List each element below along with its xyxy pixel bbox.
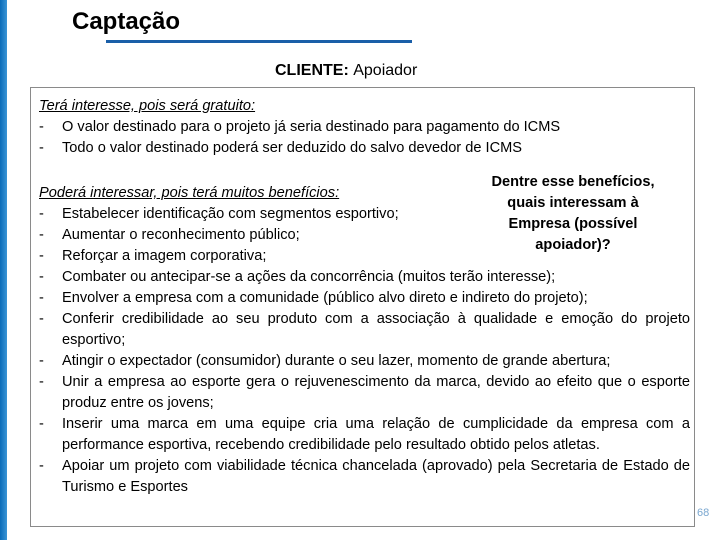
list-item-text: Todo o valor destinado poderá ser deduzido do salvo devedor de ICMS xyxy=(62,140,522,156)
bullet-dash: - xyxy=(39,458,44,474)
list-item-text: Unir a empresa ao esporte gera o rejuvenescimento da marca, devido ao efeito que o esporte produz entre os jovens; xyxy=(62,374,690,411)
bullet-dash: - xyxy=(39,290,44,306)
slide-title: Captação xyxy=(72,8,181,35)
callout-line: Empresa (possível xyxy=(508,216,638,232)
client-value: Apoiador xyxy=(353,62,418,79)
bullet-dash: - xyxy=(39,140,44,156)
list-item-text: O valor destinado para o projeto já seria destinado para pagamento do ICMS xyxy=(62,119,561,135)
list-item xyxy=(39,456,690,498)
list-item xyxy=(39,414,690,456)
bullet-dash: - xyxy=(39,227,44,243)
list-item xyxy=(39,138,690,159)
list-item-text: Estabelecer identificação com segmentos esportivo; xyxy=(62,206,399,222)
bullet-dash: - xyxy=(39,269,44,285)
callout-line: quais interessam à xyxy=(507,195,639,211)
bullet-dash: - xyxy=(39,206,44,222)
callout-line: Dentre esse benefícios, xyxy=(491,174,655,190)
client-label: CLIENTE: xyxy=(275,62,349,79)
bullet-dash: - xyxy=(39,374,44,390)
callout-line: apoiador)? xyxy=(535,237,611,253)
title-underline xyxy=(106,40,412,43)
list-item xyxy=(39,267,690,288)
client-heading xyxy=(275,62,417,80)
list-item-text: Aumentar o reconhecimento público; xyxy=(62,227,300,243)
section-heading: Poderá interessar, pois terá muitos benefícios: xyxy=(39,185,340,201)
section-gratuito xyxy=(39,96,690,159)
list-item xyxy=(39,351,690,372)
page-number: 68 xyxy=(697,507,710,519)
list-item-text: Conferir credibilidade ao seu produto com a associação à qualidade e emoção do projeto esportivo; xyxy=(62,311,690,348)
list-item-text: Combater ou antecipar-se a ações da concorrência (muitos terão interesse); xyxy=(62,269,556,285)
bullet-dash: - xyxy=(39,248,44,264)
list-item-text: Atingir o expectador (consumidor) durante o seu lazer, momento de grande abertura; xyxy=(62,353,611,369)
left-accent-bar xyxy=(0,0,7,540)
callout-question xyxy=(478,172,668,256)
list-item xyxy=(39,372,690,414)
bullet-dash: - xyxy=(39,119,44,135)
list-item xyxy=(39,288,690,309)
bullet-dash: - xyxy=(39,353,44,369)
list-item-text: Inserir uma marca em uma equipe cria uma relação de cumplicidade da empresa com a performance esportiva, recebendo credibilidade pelo resultado obtido pelos atletas. xyxy=(62,416,690,453)
list-item-text: Apoiar um projeto com viabilidade técnica chancelada (aprovado) pela Secretaria de Estado de Turismo e Esportes xyxy=(62,458,690,495)
list-item xyxy=(39,117,690,138)
list-item xyxy=(39,309,690,351)
bullet-dash: - xyxy=(39,416,44,432)
section-heading: Terá interesse, pois será gratuito: xyxy=(39,98,256,114)
bullet-dash: - xyxy=(39,311,44,327)
list-item-text: Envolver a empresa com a comunidade (público alvo direto e indireto do projeto); xyxy=(62,290,588,306)
list-item-text: Reforçar a imagem corporativa; xyxy=(62,248,267,264)
